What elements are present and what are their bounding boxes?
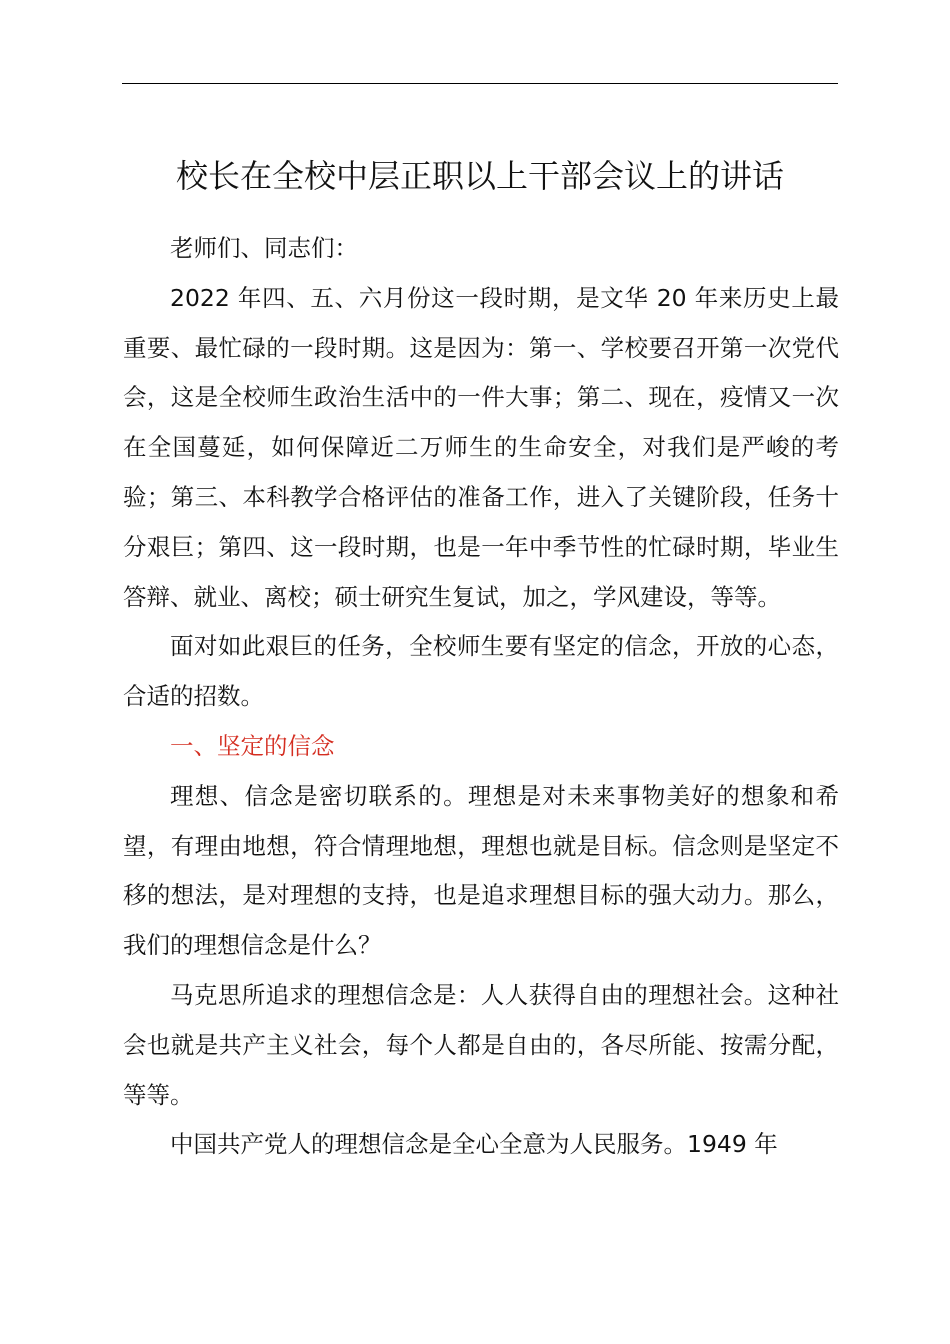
- salutation: 老师们、同志们：: [170, 234, 358, 262]
- paragraph-3: 理想、信念是密切联系的。理想是对未来事物美好的想象和希望，有理由地想，符合情理地想，理想也就是目标。信念则是坚定不移的想法，是对理想的支持，也是追求理想目标的强大动力。那么，我们的理想信念是什么？: [123, 781, 839, 960]
- document-title: 校长在全校中层正职以上干部会议上的讲话: [175, 157, 784, 195]
- paragraph-5: 中国共产党人的理想信念是全心全意为人民服务。1949 年: [170, 1130, 778, 1159]
- paragraph-2: 面对如此艰巨的任务，全校师生要有坚定的信念，开放的心态，合适的招数。: [123, 632, 839, 711]
- paragraph-4: 马克思所追求的理想信念是：人人获得自由的理想社会。这种社会也就是共产主义社会，每个人都是自由的，各尽所能、按需分配，等等。: [123, 980, 839, 1109]
- section-heading-1: 一、坚定的信念: [170, 731, 335, 760]
- header-rule: [122, 83, 838, 84]
- document-body: [123, 224, 839, 1170]
- paragraph-1: 2022 年四、五、六月份这一段时期，是文华 20 年来历史上最重要、最忙碌的一段时期。这是因为：第一、学校要召开第一次党代会，这是全校师生政治生活中的一件大事；第二、现在，疫情又一次在全国蔓延，如何保障近二万师生的生命安全，对我们是严峻的考验；第三、本科教学合格评估的准备工作，进入了关键阶段，任务十分艰巨；第四、这一段时期，也是一年中季节性的忙碌时期，毕业生答辩、就业、离校；硕士研究生复试，加之，学风建设，等等。: [123, 283, 839, 611]
